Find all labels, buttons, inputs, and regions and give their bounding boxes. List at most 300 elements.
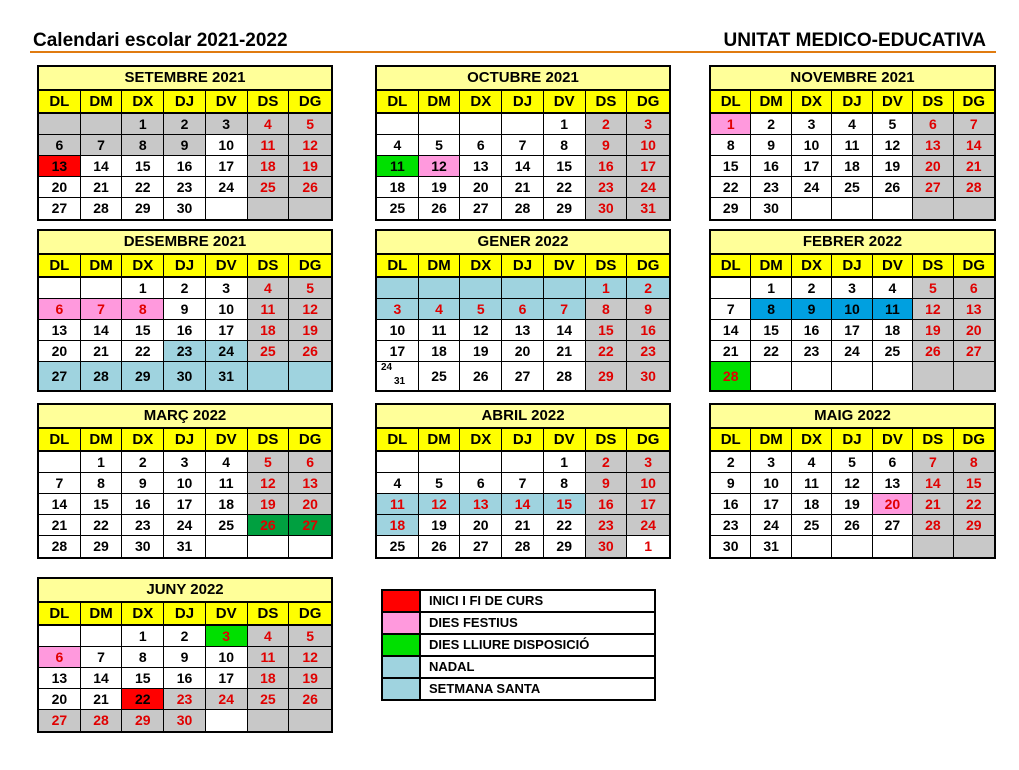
empty-day-cell bbox=[502, 278, 544, 299]
day-cell: 3 bbox=[377, 299, 419, 320]
day-cell: 3 bbox=[792, 114, 832, 135]
weekday-header: DJ bbox=[832, 429, 872, 452]
empty-day-cell bbox=[206, 198, 248, 219]
day-cell: 22 bbox=[954, 494, 994, 515]
day-cell: 3 bbox=[627, 452, 669, 473]
day-cell: 1 bbox=[751, 278, 791, 299]
day-cell: 17 bbox=[377, 341, 419, 362]
day-cell: 3 bbox=[206, 278, 248, 299]
legend-swatch bbox=[383, 635, 421, 655]
day-cell: 4 bbox=[792, 452, 832, 473]
day-cell: 8 bbox=[751, 299, 791, 320]
day-cell: 14 bbox=[81, 668, 123, 689]
month-block bbox=[709, 65, 996, 221]
day-cell: 8 bbox=[544, 135, 586, 156]
day-cell: 21 bbox=[544, 341, 586, 362]
day-cell: 24 bbox=[627, 515, 669, 536]
empty-day-cell bbox=[377, 452, 419, 473]
weekday-header: DX bbox=[460, 429, 502, 452]
weekday-header: DL bbox=[377, 429, 419, 452]
empty-day-cell bbox=[954, 362, 994, 390]
month-title: MAIG 2022 bbox=[711, 405, 994, 429]
day-cell: 6 bbox=[39, 647, 81, 668]
day-cell: 3 bbox=[832, 278, 872, 299]
month-days-grid bbox=[377, 255, 669, 390]
day-cell: 21 bbox=[913, 494, 953, 515]
day-cell: 7 bbox=[711, 299, 751, 320]
day-cell: 17 bbox=[627, 494, 669, 515]
weekday-header: DM bbox=[81, 429, 123, 452]
day-cell: 7 bbox=[39, 473, 81, 494]
day-cell: 27 bbox=[954, 341, 994, 362]
day-cell: 27 bbox=[913, 177, 953, 198]
legend-label: DIES LLIURE DISPOSICIÓ bbox=[429, 637, 590, 652]
day-cell: 22 bbox=[122, 177, 164, 198]
day-cell: 28 bbox=[502, 536, 544, 557]
empty-day-cell bbox=[377, 114, 419, 135]
day-cell: 28 bbox=[954, 177, 994, 198]
day-cell: 22 bbox=[122, 689, 164, 710]
weekday-header: DL bbox=[377, 91, 419, 114]
weekday-header: DL bbox=[39, 255, 81, 278]
weekday-header: DL bbox=[39, 429, 81, 452]
weekday-header: DJ bbox=[832, 91, 872, 114]
day-cell: 7 bbox=[502, 473, 544, 494]
empty-day-cell bbox=[913, 362, 953, 390]
day-cell: 28 bbox=[81, 198, 123, 219]
day-cell: 19 bbox=[419, 515, 461, 536]
month-block bbox=[709, 229, 996, 392]
day-cell: 13 bbox=[39, 668, 81, 689]
day-cell: 6 bbox=[39, 135, 81, 156]
empty-day-cell bbox=[954, 536, 994, 557]
weekday-header: DM bbox=[419, 255, 461, 278]
day-cell: 25 bbox=[419, 362, 461, 390]
day-cell: 28 bbox=[81, 362, 123, 390]
day-cell: 11 bbox=[419, 320, 461, 341]
day-cell: 13 bbox=[289, 473, 331, 494]
day-cell: 15 bbox=[711, 156, 751, 177]
legend-row bbox=[383, 635, 654, 657]
day-cell: 14 bbox=[39, 494, 81, 515]
empty-day-cell bbox=[460, 114, 502, 135]
day-cell: 10 bbox=[206, 299, 248, 320]
weekday-header: DV bbox=[873, 429, 913, 452]
day-cell: 14 bbox=[544, 320, 586, 341]
legend-label: DIES FESTIUS bbox=[429, 615, 518, 630]
day-cell: 16 bbox=[586, 494, 628, 515]
day-cell: 3 bbox=[164, 452, 206, 473]
day-cell: 9 bbox=[164, 135, 206, 156]
day-cell: 18 bbox=[248, 320, 290, 341]
day-cell: 23 bbox=[586, 177, 628, 198]
weekday-header: DG bbox=[954, 255, 994, 278]
day-cell: 30 bbox=[164, 198, 206, 219]
day-cell: 6 bbox=[460, 473, 502, 494]
day-cell: 25 bbox=[377, 198, 419, 219]
weekday-header: DV bbox=[206, 255, 248, 278]
day-cell: 29 bbox=[122, 362, 164, 390]
day-cell: 26 bbox=[419, 198, 461, 219]
day-cell: 30 bbox=[586, 198, 628, 219]
day-cell: 15 bbox=[586, 320, 628, 341]
day-cell: 1 bbox=[544, 452, 586, 473]
day-cell: 19 bbox=[832, 494, 872, 515]
day-cell: 4 bbox=[377, 135, 419, 156]
day-cell: 24 bbox=[751, 515, 791, 536]
day-cell: 27 bbox=[460, 198, 502, 219]
month-title: MARÇ 2022 bbox=[39, 405, 331, 429]
legend-row bbox=[383, 679, 654, 699]
day-cell: 10 bbox=[164, 473, 206, 494]
day-cell: 12 bbox=[419, 156, 461, 177]
day-cell: 14 bbox=[81, 156, 123, 177]
weekday-header: DX bbox=[792, 91, 832, 114]
empty-day-cell bbox=[206, 536, 248, 557]
day-cell: 17 bbox=[206, 320, 248, 341]
day-cell: 4 bbox=[377, 473, 419, 494]
day-cell: 7 bbox=[913, 452, 953, 473]
weekday-header: DM bbox=[81, 255, 123, 278]
day-cell: 17 bbox=[832, 320, 872, 341]
day-cell: 9 bbox=[122, 473, 164, 494]
day-cell: 31 bbox=[164, 536, 206, 557]
day-cell: 24 bbox=[164, 515, 206, 536]
weekday-header: DS bbox=[586, 255, 628, 278]
empty-day-cell bbox=[832, 362, 872, 390]
day-cell: 2 bbox=[627, 278, 669, 299]
day-cell: 11 bbox=[873, 299, 913, 320]
empty-day-cell bbox=[248, 198, 290, 219]
day-cell: 24 bbox=[206, 177, 248, 198]
day-cell: 9 bbox=[792, 299, 832, 320]
weekday-header: DL bbox=[711, 429, 751, 452]
day-cell: 24 bbox=[206, 341, 248, 362]
day-cell: 3 bbox=[627, 114, 669, 135]
empty-day-cell bbox=[206, 710, 248, 731]
day-cell: 11 bbox=[792, 473, 832, 494]
day-cell: 23 bbox=[627, 341, 669, 362]
day-cell: 12 bbox=[832, 473, 872, 494]
empty-day-cell bbox=[751, 362, 791, 390]
day-cell: 12 bbox=[248, 473, 290, 494]
empty-day-cell bbox=[419, 278, 461, 299]
day-cell: 8 bbox=[586, 299, 628, 320]
month-block bbox=[37, 65, 333, 221]
month-block bbox=[37, 577, 333, 733]
empty-day-cell bbox=[913, 536, 953, 557]
weekday-header: DJ bbox=[832, 255, 872, 278]
month-days-grid bbox=[377, 429, 669, 557]
day-cell: 8 bbox=[544, 473, 586, 494]
day-cell: 4 bbox=[873, 278, 913, 299]
day-number-sub: 24 bbox=[381, 362, 393, 373]
weekday-header: DL bbox=[39, 91, 81, 114]
weekday-header: DG bbox=[627, 429, 669, 452]
day-cell: 26 bbox=[289, 689, 331, 710]
day-cell: 27 bbox=[39, 198, 81, 219]
day-cell: 29 bbox=[954, 515, 994, 536]
day-cell: 20 bbox=[39, 177, 81, 198]
month-block bbox=[375, 403, 671, 559]
day-cell: 9 bbox=[164, 647, 206, 668]
day-cell: 6 bbox=[39, 299, 81, 320]
day-cell: 7 bbox=[81, 299, 123, 320]
day-cell: 26 bbox=[289, 341, 331, 362]
day-cell: 14 bbox=[711, 320, 751, 341]
weekday-header: DJ bbox=[502, 255, 544, 278]
day-cell: 18 bbox=[377, 515, 419, 536]
empty-day-cell bbox=[289, 710, 331, 731]
weekday-header: DJ bbox=[164, 603, 206, 626]
day-cell: 27 bbox=[873, 515, 913, 536]
day-cell: 2 bbox=[751, 114, 791, 135]
day-cell: 21 bbox=[81, 689, 123, 710]
empty-day-cell bbox=[39, 278, 81, 299]
day-cell: 6 bbox=[502, 299, 544, 320]
weekday-header: DS bbox=[913, 91, 953, 114]
day-cell: 28 bbox=[502, 198, 544, 219]
empty-day-cell bbox=[502, 114, 544, 135]
month-title: JUNY 2022 bbox=[39, 579, 331, 603]
day-cell: 18 bbox=[248, 668, 290, 689]
empty-day-cell bbox=[39, 452, 81, 473]
weekday-header: DX bbox=[460, 255, 502, 278]
month-block bbox=[375, 229, 671, 392]
day-cell: 2 bbox=[164, 114, 206, 135]
day-cell: 9 bbox=[751, 135, 791, 156]
weekday-header: DV bbox=[873, 255, 913, 278]
month-block bbox=[37, 229, 333, 392]
day-cell: 7 bbox=[502, 135, 544, 156]
month-days-grid bbox=[39, 255, 331, 390]
day-cell: 30 bbox=[751, 198, 791, 219]
weekday-header: DS bbox=[913, 255, 953, 278]
weekday-header: DS bbox=[248, 603, 290, 626]
day-cell: 21 bbox=[81, 341, 123, 362]
weekday-header: DM bbox=[751, 429, 791, 452]
empty-day-cell bbox=[377, 362, 419, 390]
empty-day-cell bbox=[289, 362, 331, 390]
legend-label: INICI I FI DE CURS bbox=[429, 593, 544, 608]
day-cell: 21 bbox=[711, 341, 751, 362]
day-cell: 25 bbox=[832, 177, 872, 198]
day-cell: 29 bbox=[122, 198, 164, 219]
day-cell: 16 bbox=[711, 494, 751, 515]
weekday-header: DG bbox=[289, 91, 331, 114]
day-cell: 30 bbox=[627, 362, 669, 390]
day-cell: 27 bbox=[39, 362, 81, 390]
day-cell: 2 bbox=[586, 114, 628, 135]
weekday-header: DG bbox=[954, 429, 994, 452]
day-cell: 6 bbox=[954, 278, 994, 299]
day-cell: 13 bbox=[873, 473, 913, 494]
weekday-header: DL bbox=[39, 603, 81, 626]
day-cell: 19 bbox=[289, 156, 331, 177]
day-cell: 30 bbox=[711, 536, 751, 557]
day-cell: 21 bbox=[502, 515, 544, 536]
day-cell: 16 bbox=[586, 156, 628, 177]
month-title: ABRIL 2022 bbox=[377, 405, 669, 429]
day-cell: 5 bbox=[289, 626, 331, 647]
month-title: NOVEMBRE 2021 bbox=[711, 67, 994, 91]
month-days-grid bbox=[711, 429, 994, 557]
page-title: Calendari escolar 2021-2022 bbox=[33, 30, 288, 51]
day-cell: 10 bbox=[206, 135, 248, 156]
day-cell: 24 bbox=[206, 689, 248, 710]
month-title: FEBRER 2022 bbox=[711, 231, 994, 255]
day-cell: 7 bbox=[81, 647, 123, 668]
month-block bbox=[375, 65, 671, 221]
day-cell: 9 bbox=[627, 299, 669, 320]
day-cell: 1 bbox=[711, 114, 751, 135]
weekday-header: DX bbox=[122, 255, 164, 278]
empty-day-cell bbox=[873, 536, 913, 557]
day-cell: 15 bbox=[954, 473, 994, 494]
empty-day-cell bbox=[954, 198, 994, 219]
month-days-grid bbox=[39, 429, 331, 557]
empty-day-cell bbox=[289, 198, 331, 219]
day-cell: 30 bbox=[164, 710, 206, 731]
weekday-header: DS bbox=[248, 429, 290, 452]
day-cell: 14 bbox=[81, 320, 123, 341]
day-cell: 26 bbox=[832, 515, 872, 536]
day-cell: 9 bbox=[586, 473, 628, 494]
empty-day-cell bbox=[39, 626, 81, 647]
day-cell: 23 bbox=[711, 515, 751, 536]
day-cell: 26 bbox=[419, 536, 461, 557]
weekday-header: DX bbox=[460, 91, 502, 114]
day-cell: 25 bbox=[792, 515, 832, 536]
legend-swatch bbox=[383, 591, 421, 611]
day-cell: 22 bbox=[122, 341, 164, 362]
day-cell: 28 bbox=[544, 362, 586, 390]
day-cell: 18 bbox=[832, 156, 872, 177]
day-cell: 25 bbox=[248, 177, 290, 198]
day-cell: 12 bbox=[460, 320, 502, 341]
day-cell: 14 bbox=[502, 156, 544, 177]
day-cell: 26 bbox=[873, 177, 913, 198]
day-cell: 9 bbox=[711, 473, 751, 494]
day-cell: 30 bbox=[586, 536, 628, 557]
day-cell: 12 bbox=[873, 135, 913, 156]
day-cell: 11 bbox=[206, 473, 248, 494]
day-cell: 5 bbox=[419, 473, 461, 494]
day-cell: 12 bbox=[289, 299, 331, 320]
day-cell: 28 bbox=[913, 515, 953, 536]
day-cell: 11 bbox=[377, 494, 419, 515]
weekday-header: DV bbox=[206, 429, 248, 452]
day-cell: 10 bbox=[792, 135, 832, 156]
weekday-header: DV bbox=[206, 603, 248, 626]
day-cell: 19 bbox=[289, 668, 331, 689]
day-cell: 6 bbox=[289, 452, 331, 473]
day-cell: 29 bbox=[544, 536, 586, 557]
day-cell: 10 bbox=[627, 473, 669, 494]
day-cell: 20 bbox=[289, 494, 331, 515]
day-cell: 23 bbox=[164, 689, 206, 710]
weekday-header: DX bbox=[792, 255, 832, 278]
day-cell: 12 bbox=[419, 494, 461, 515]
day-cell: 13 bbox=[460, 494, 502, 515]
day-cell: 6 bbox=[460, 135, 502, 156]
empty-day-cell bbox=[289, 536, 331, 557]
day-cell: 14 bbox=[954, 135, 994, 156]
day-cell: 8 bbox=[122, 299, 164, 320]
day-cell: 11 bbox=[832, 135, 872, 156]
weekday-header: DV bbox=[544, 429, 586, 452]
weekday-header: DM bbox=[751, 91, 791, 114]
day-cell: 2 bbox=[792, 278, 832, 299]
day-cell: 3 bbox=[206, 114, 248, 135]
day-cell: 1 bbox=[122, 626, 164, 647]
month-title: GENER 2022 bbox=[377, 231, 669, 255]
empty-day-cell bbox=[39, 114, 81, 135]
weekday-header: DG bbox=[289, 429, 331, 452]
unit-title: UNITAT MEDICO-EDUCATIVA bbox=[723, 30, 986, 51]
day-cell: 15 bbox=[544, 156, 586, 177]
day-cell: 5 bbox=[873, 114, 913, 135]
day-cell: 13 bbox=[954, 299, 994, 320]
day-cell: 27 bbox=[460, 536, 502, 557]
day-cell: 20 bbox=[873, 494, 913, 515]
day-cell: 10 bbox=[627, 135, 669, 156]
weekday-header: DM bbox=[419, 429, 461, 452]
day-cell: 11 bbox=[248, 135, 290, 156]
day-cell: 4 bbox=[248, 626, 290, 647]
day-cell: 16 bbox=[792, 320, 832, 341]
day-cell: 23 bbox=[586, 515, 628, 536]
day-cell: 16 bbox=[751, 156, 791, 177]
day-cell: 13 bbox=[39, 156, 81, 177]
day-cell: 19 bbox=[913, 320, 953, 341]
weekday-header: DS bbox=[248, 255, 290, 278]
month-block bbox=[709, 403, 996, 559]
day-cell: 31 bbox=[751, 536, 791, 557]
day-cell: 5 bbox=[913, 278, 953, 299]
day-cell: 1 bbox=[81, 452, 123, 473]
day-cell: 15 bbox=[751, 320, 791, 341]
empty-day-cell bbox=[81, 278, 123, 299]
day-cell: 20 bbox=[954, 320, 994, 341]
empty-day-cell bbox=[81, 626, 123, 647]
day-cell: 29 bbox=[544, 198, 586, 219]
day-cell: 12 bbox=[289, 135, 331, 156]
day-cell: 18 bbox=[206, 494, 248, 515]
month-title: DESEMBRE 2021 bbox=[39, 231, 331, 255]
empty-day-cell bbox=[873, 198, 913, 219]
legend-swatch bbox=[383, 613, 421, 633]
day-cell: 15 bbox=[122, 320, 164, 341]
day-cell: 27 bbox=[289, 515, 331, 536]
day-cell: 5 bbox=[419, 135, 461, 156]
day-cell: 15 bbox=[122, 156, 164, 177]
day-cell: 18 bbox=[248, 156, 290, 177]
day-cell: 22 bbox=[81, 515, 123, 536]
day-cell: 16 bbox=[627, 320, 669, 341]
day-cell: 7 bbox=[544, 299, 586, 320]
day-cell: 29 bbox=[81, 536, 123, 557]
weekday-header: DL bbox=[377, 255, 419, 278]
day-cell: 26 bbox=[248, 515, 290, 536]
weekday-header: DS bbox=[913, 429, 953, 452]
empty-day-cell bbox=[460, 278, 502, 299]
day-cell: 12 bbox=[289, 647, 331, 668]
empty-day-cell bbox=[544, 278, 586, 299]
day-cell: 1 bbox=[122, 278, 164, 299]
day-cell: 20 bbox=[460, 177, 502, 198]
day-cell: 11 bbox=[248, 647, 290, 668]
